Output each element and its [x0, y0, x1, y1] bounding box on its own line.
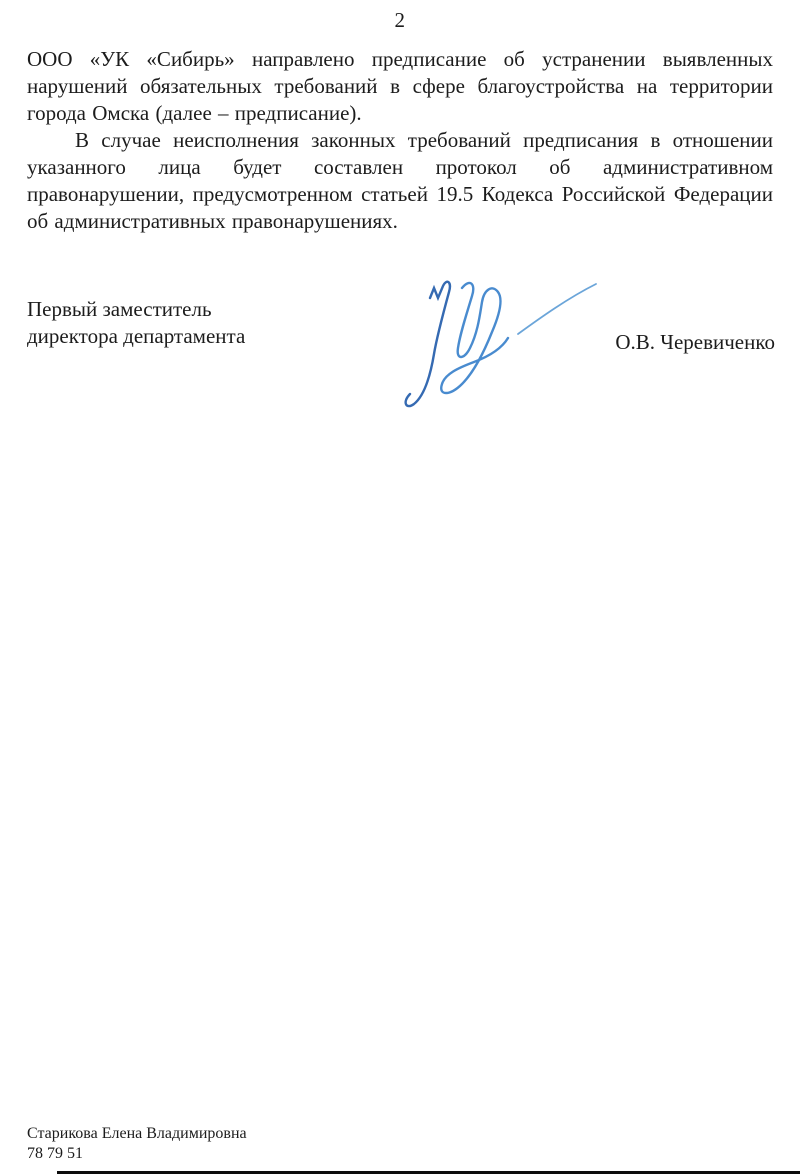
signer-name: О.В. Черевиченко [615, 330, 775, 354]
signature-title-line: Первый заместитель [27, 297, 212, 321]
paragraph [27, 46, 773, 127]
signature-title-line: директора департамента [27, 324, 246, 348]
text-line: ООО «УК «Сибирь» направлено предписание об устранении выявленных [27, 47, 773, 71]
executor-name: Старикова Елена Владимировна [27, 1125, 247, 1142]
text-line: указанного лица будет составлен протокол об административном [27, 155, 773, 179]
executor-footer [27, 1124, 247, 1164]
text-line: об административных правонарушениях. [27, 209, 398, 233]
signature-position-title [27, 296, 287, 350]
executor-phone: 78 79 51 [27, 1145, 83, 1162]
text-line: города Омска (далее – предписание). [27, 101, 362, 125]
text-line: В случае неисполнения законных требований предписания в отношении [75, 128, 773, 152]
text-line: нарушений обязательных требований в сфере благоустройства на территории [27, 74, 773, 98]
document-body [27, 46, 773, 235]
text-line: правонарушении, предусмотренном статьей 19.5 Кодекса Российской Федерации [27, 182, 773, 206]
handwritten-signature-icon [400, 272, 610, 412]
paragraph [27, 127, 773, 235]
page-number: 2 [394, 8, 406, 32]
